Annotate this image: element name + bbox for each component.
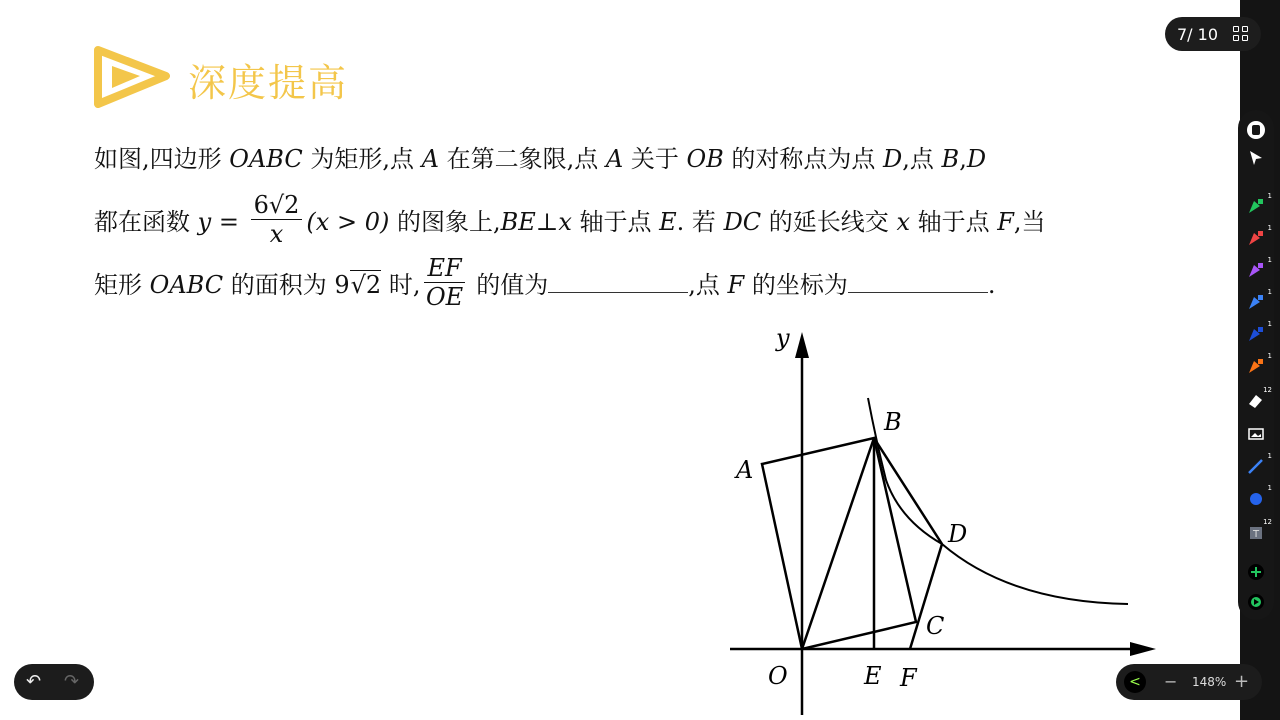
text-span: ,当 (1013, 208, 1046, 236)
page-counter[interactable] (1165, 17, 1261, 51)
math-span: y (197, 208, 212, 236)
label-o: O (768, 662, 788, 690)
zoom-control (1116, 664, 1262, 700)
text-span: . 若 (676, 208, 724, 236)
problem-line-1 (94, 128, 1174, 191)
text-span: 为矩形,点 (302, 145, 422, 173)
math-span: A (605, 145, 624, 173)
pen-badge: 1 (1267, 320, 1272, 328)
math-span: E (659, 208, 677, 236)
math-span: DC (723, 208, 762, 236)
undo-icon[interactable]: ↶ (26, 671, 42, 692)
math-span: x (558, 208, 572, 236)
text-span: 轴于点 (909, 208, 998, 236)
fraction-denominator: x (269, 220, 284, 248)
pen-badge: 1 (1267, 352, 1272, 360)
pen-darkblue-button[interactable] (1246, 320, 1272, 344)
section-title (92, 44, 392, 108)
pen-badge: 1 (1267, 224, 1272, 232)
text-span: 矩形 (94, 271, 150, 299)
math-span: B (941, 145, 960, 173)
text-span: 的对称点为点 (723, 145, 884, 173)
answer-blank-1[interactable] (548, 266, 688, 293)
page-counter-text: 7/ 10 (1177, 24, 1219, 44)
line-badge: 1 (1267, 452, 1272, 460)
page-title: 深度提高 (188, 61, 349, 105)
plus-icon (1246, 562, 1266, 582)
math-span: x (896, 208, 910, 236)
math-span: BE (500, 208, 536, 236)
text-span: ⊥ (535, 208, 559, 236)
pointer-tool-button[interactable] (1246, 148, 1266, 168)
label-a: A (736, 456, 754, 484)
math-span: OABC (229, 145, 303, 173)
text-span: 的图象上, (389, 208, 501, 236)
pointer-icon (1246, 148, 1266, 168)
pen-red-button[interactable] (1246, 224, 1272, 248)
text-span: 的值为 (468, 271, 549, 299)
hand-icon (1246, 120, 1266, 140)
line-icon (1246, 456, 1266, 476)
ratio-fraction (424, 254, 464, 311)
pen-orange-icon (1246, 356, 1266, 376)
record-icon (1246, 592, 1266, 612)
eraser-button[interactable] (1246, 386, 1272, 410)
math-span: OB (686, 145, 724, 173)
text-span: ,点 (902, 145, 942, 173)
shape-badge: 1 (1267, 484, 1272, 492)
image-tool-button[interactable] (1246, 424, 1266, 444)
pen-green-icon (1246, 196, 1266, 216)
answer-blank-2[interactable] (848, 266, 988, 293)
text-span: = (211, 208, 247, 236)
math-span: F (727, 271, 745, 299)
image-icon (1246, 424, 1266, 444)
text-span: 在第二象限,点 (438, 145, 606, 173)
annotation-toolbar (1238, 110, 1274, 620)
text-span: 时, (381, 271, 421, 299)
text-span: ,点 (688, 271, 728, 299)
pen-red-icon (1246, 228, 1266, 248)
pen-badge: 1 (1267, 256, 1272, 264)
fraction-denominator: OE (425, 283, 464, 311)
text-badge: 12 (1263, 518, 1272, 526)
text-span: 的延长线交 (761, 208, 897, 236)
math-span: (x > 0) (306, 208, 390, 236)
record-button[interactable] (1246, 592, 1266, 612)
text-span: 关于 (623, 145, 687, 173)
problem-line-2 (94, 191, 1174, 254)
math-span: F (997, 208, 1014, 236)
y-axis-arrow (795, 332, 809, 358)
collapse-chevron-icon[interactable]: < (1124, 671, 1146, 693)
problem-text (94, 128, 1174, 317)
play-triangle-icon (92, 44, 172, 108)
label-f: F (900, 664, 917, 692)
text-span: . (987, 271, 996, 299)
label-b: B (884, 408, 902, 436)
x-axis-arrow (1130, 642, 1156, 656)
math-span: A (421, 145, 439, 173)
text-tool-button[interactable] (1246, 518, 1272, 542)
line-tool-button[interactable] (1246, 452, 1272, 476)
redo-icon[interactable]: ↷ (64, 671, 80, 692)
hyperbola-curve (868, 398, 1128, 604)
pen-badge: 1 (1267, 192, 1272, 200)
pen-blue-button[interactable] (1246, 288, 1272, 312)
math-span: D (883, 145, 903, 173)
text-span: , (959, 145, 967, 173)
zoom-out-button[interactable]: − (1164, 672, 1178, 691)
pen-purple-button[interactable] (1246, 256, 1272, 280)
text-span: 都在函数 (94, 208, 198, 236)
pen-green-button[interactable] (1246, 192, 1272, 216)
math-span: OABC (149, 271, 224, 299)
label-e: E (864, 662, 882, 690)
geometry-figure (720, 320, 1180, 720)
zoom-in-button[interactable]: + (1234, 671, 1250, 692)
math-sqrt: √2 (350, 271, 382, 299)
label-y: y (776, 324, 790, 352)
fraction-numerator: 6√2 (251, 191, 303, 220)
segment-ob (802, 438, 874, 649)
label-d: D (948, 520, 968, 548)
text-span: 轴于点 (571, 208, 660, 236)
undo-redo-bar (14, 664, 94, 700)
fraction-numerator: EF (424, 254, 464, 283)
function-fraction (251, 191, 303, 248)
grid-view-icon[interactable] (1233, 26, 1249, 42)
pen-darkblue-icon (1246, 324, 1266, 344)
pen-badge: 1 (1267, 288, 1272, 296)
label-c: C (926, 612, 945, 640)
circle-shape-icon (1246, 488, 1266, 508)
add-button[interactable] (1246, 562, 1266, 582)
text-span: 的坐标为 (744, 271, 848, 299)
hand-tool-button[interactable] (1246, 120, 1266, 140)
problem-line-3 (94, 254, 1174, 317)
text-span: 如图,四边形 (94, 145, 230, 173)
text-span: 的面积为 9 (223, 271, 350, 299)
svg-text:T: T (1253, 529, 1260, 540)
math-span: D (966, 145, 987, 173)
pen-orange-button[interactable] (1246, 352, 1272, 376)
segment-bd (874, 438, 942, 544)
pen-blue-icon (1246, 292, 1266, 312)
eraser-badge: 12 (1263, 386, 1272, 394)
shape-tool-button[interactable] (1246, 484, 1272, 508)
zoom-level: 148% (1192, 675, 1227, 689)
pen-purple-icon (1246, 260, 1266, 280)
